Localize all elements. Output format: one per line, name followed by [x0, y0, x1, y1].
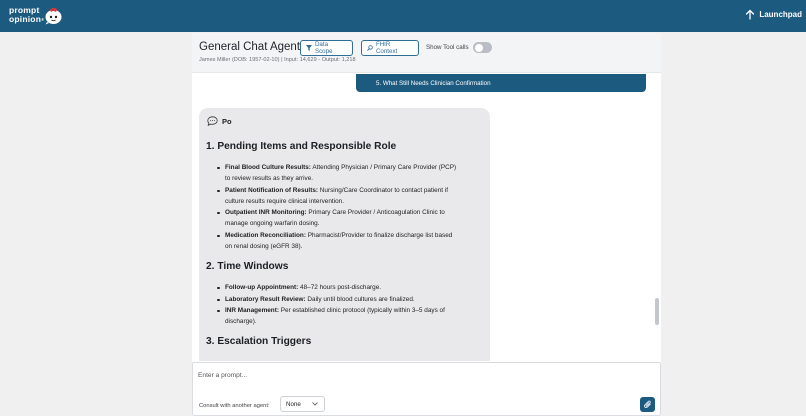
paperclip-icon: [644, 400, 652, 409]
agent-title: General Chat Agent: [199, 41, 301, 53]
brand-trademark: ®: [41, 17, 45, 22]
agent-message: [199, 108, 490, 361]
list-item: Laboratory Result Review: Daily until blood cultures are finalized.: [225, 294, 481, 305]
section-heading: 1. Pending Items and Responsible Role: [206, 141, 397, 152]
brand-logo[interactable]: [9, 6, 44, 24]
chevron-down-icon: [312, 402, 318, 406]
mascot-icon: [44, 6, 63, 25]
brand-line-2: opinion: [9, 14, 42, 24]
toggle-knob: [475, 44, 483, 52]
chat-messages: [192, 74, 661, 361]
prompt-composer: [192, 362, 661, 416]
filter-icon: [306, 45, 312, 51]
show-tool-calls-label: Show Tool calls: [426, 44, 469, 51]
list-item: Medication Reconciliation: Pharmacist/Provider to finalize discharge list based on renal dosing (eGFR 38).: [225, 230, 481, 253]
fhir-context-label: FHIR Context: [375, 41, 398, 55]
section-heading: 3. Escalation Triggers: [206, 336, 312, 347]
list-item: Final Blood Culture Results: Attending Physician / Primary Care Provider (PCP) to review results as they arrive.: [225, 162, 481, 185]
chat-bubble-icon: [207, 116, 218, 126]
patient-meta: James Miller (DOB: 1957-02-10) | Input: 14,629 - Output: 1,218: [199, 57, 356, 63]
agent-name: Po: [222, 116, 232, 126]
list-item: Follow-up Appointment: 48–72 hours post-discharge.: [225, 282, 481, 293]
fhir-context-button[interactable]: [361, 40, 419, 56]
user-message-text: 5. What Still Needs Clinician Confirmation: [376, 80, 491, 87]
chat-panel: [192, 33, 661, 416]
list-item: Patient Notification of Results: Nursing/Care Coordinator to contact patient if culture results require clinical intervention.: [225, 185, 481, 208]
arrow-up-icon: [745, 9, 755, 20]
launchpad-button[interactable]: [745, 9, 802, 20]
consult-agent-value: None: [286, 400, 301, 408]
data-scope-button[interactable]: [300, 40, 353, 56]
prompt-input[interactable]: [198, 369, 638, 381]
top-bar: [0, 0, 806, 32]
section-heading: 2. Time Windows: [206, 261, 289, 272]
chat-scrollbar-thumb[interactable]: [655, 298, 659, 325]
agent-message-header: [207, 116, 232, 126]
user-message: [356, 74, 646, 92]
attach-button[interactable]: [640, 397, 655, 412]
launchpad-label: Launchpad: [759, 10, 802, 19]
list-item: Outpatient INR Monitoring: Primary Care Provider / Anticoagulation Clinic to manage ongoing warfarin dosing.: [225, 207, 481, 230]
search-icon: [367, 45, 373, 51]
data-scope-label: Data Scope: [314, 41, 333, 55]
list-item: INR Management: Per established clinic protocol (typically within 3–5 days of discharge).: [225, 305, 481, 328]
consult-agent-label: Consult with another agent:: [199, 403, 270, 409]
consult-agent-select[interactable]: [280, 396, 325, 412]
show-tool-calls-toggle[interactable]: [473, 42, 492, 53]
chat-header: [192, 33, 661, 73]
brand-line-1: prompt: [9, 5, 40, 15]
